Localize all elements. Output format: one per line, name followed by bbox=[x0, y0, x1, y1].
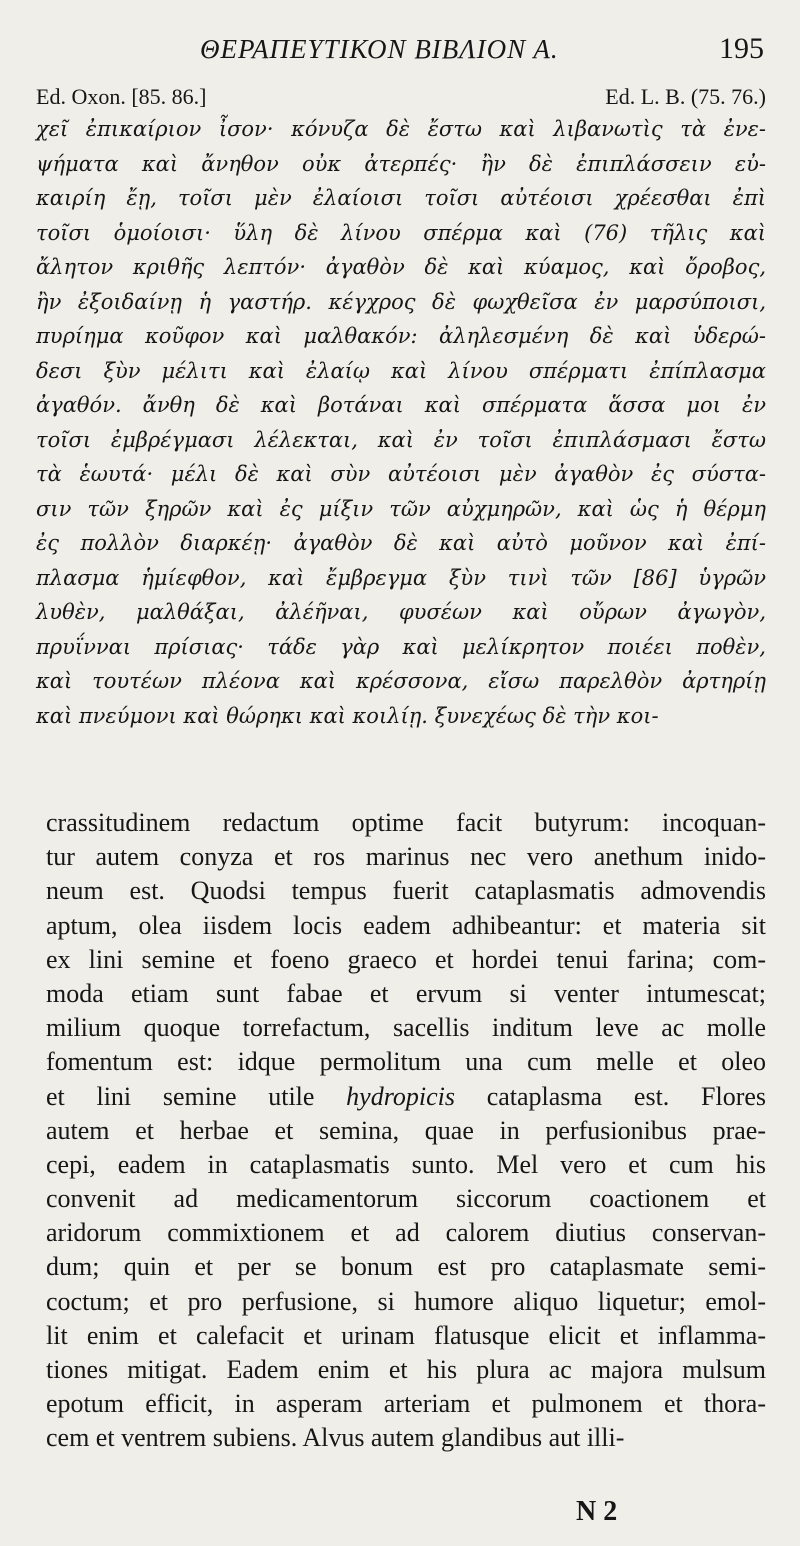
latin-text-line: crassitudinem redactum optime facit butyrum: incoquan- bbox=[46, 808, 766, 837]
latin-text-line: lit enim et calefacit et urinam flatusque elicit et inflamma- bbox=[46, 1320, 766, 1350]
greek-text-line: καὶ τουτέων πλέονα καὶ κρέσσονα, εἴσω παρελθὸν ἀρτηρίῃ bbox=[36, 669, 766, 693]
italic-term: hydropicis bbox=[346, 1081, 455, 1111]
latin-text-line: et lini semine utile hydropicis cataplasma est. Flores bbox=[46, 1081, 767, 1111]
running-title: ΘΕΡΑΠΕΥΤΙΚΟΝ ΒΙΒΛΙΟΝ Α. bbox=[200, 34, 559, 64]
latin-translation-block bbox=[46, 806, 766, 1456]
latin-text-line: convenit ad medicamentorum siccorum coactionem et bbox=[46, 1184, 766, 1214]
edition-lb-reference: Ed. L. B. (75. 76.) bbox=[605, 84, 766, 109]
latin-text-line: fomentum est: idque permolitum una cum melle et oleo bbox=[46, 1047, 766, 1077]
latin-text-line: cepi, eadem in cataplasmatis sunto. Mel vero et cum his bbox=[46, 1149, 766, 1179]
greek-text-line: πυρίημα κοῦφον καὶ μαλθακόν: ἀληλεσμένη δὲ καὶ ὑδερώ- bbox=[36, 324, 766, 348]
latin-text-line: dum; quin et per se bonum est pro cataplasmate semi- bbox=[46, 1252, 766, 1282]
edition-oxon-reference: Ed. Oxon. [85. 86.] bbox=[36, 84, 207, 109]
greek-text-line: τὰ ἑωυτά· μέλι δὲ καὶ σὺν αὐτέοισι μὲν ἀγαθὸν ἐς σύστα- bbox=[36, 462, 766, 486]
greek-text-line: τοῖσι ἐμβρέγμασι λέλεκται, καὶ ἐν τοῖσι ἐπιπλάσμασι ἔστω bbox=[36, 427, 766, 452]
latin-text-line: moda etiam sunt fabae et ervum si venter intumescat; bbox=[46, 978, 766, 1008]
latin-text-line: epotum efficit, in asperam arteriam et pulmonem et thora- bbox=[46, 1389, 766, 1419]
edition-references bbox=[36, 84, 766, 114]
greek-text-line: λυθὲν, μαλθάξαι, ἀλέῆναι, φυσέων καὶ οὔρων ἀγωγὸν, bbox=[36, 600, 766, 624]
greek-text-line: ἀγαθόν. ἄνθη δὲ καὶ βοτάναι καὶ σπέρματα ἅσσα μοι ἐν bbox=[36, 393, 766, 417]
latin-text-line: tiones mitigat. Eadem enim et his plura ac majora mulsum bbox=[46, 1355, 766, 1384]
greek-text-line: ἐς πολλὸν διαρκέῃ· ἀγαθὸν δὲ καὶ αὐτὸ μοῦνον καὶ ἐπί- bbox=[36, 531, 766, 555]
greek-text-line: πρυΐνναι πρίσιας· τάδε γὰρ καὶ μελίκρητον ποιέει ποθὲν, bbox=[36, 634, 766, 659]
latin-text-line: aptum, olea iisdem locis eadem adhibeantur: et materia sit bbox=[46, 910, 766, 940]
latin-text-line: coctum; et pro perfusione, si humore aliquo liquetur; emol- bbox=[46, 1286, 766, 1316]
page-header bbox=[0, 30, 800, 74]
greek-text-line: σιν τῶν ξηρῶν καὶ ἐς μίξιν τῶν αὐχμηρῶν, καὶ ὡς ἡ θέρμη bbox=[36, 496, 766, 521]
latin-text-line: neum est. Quodsi tempus fuerit cataplasmatis admovendis bbox=[46, 876, 766, 906]
signature-mark: N 2 bbox=[576, 1496, 618, 1527]
greek-text-line: ἢν ἐξοιδαίνῃ ἡ γαστήρ. κέγχρος δὲ φωχθεῖσα ἐν μαρσύποισι, bbox=[36, 289, 766, 314]
latin-text-line: milium quoque torrefactum, sacellis inditum leve ac molle bbox=[46, 1013, 766, 1043]
greek-text-line: πλασμα ἡμίεφθον, καὶ ἔμβρεγμα ξὺν τινὶ τῶν [86] ὑγρῶν bbox=[36, 565, 766, 590]
page-number: 195 bbox=[719, 32, 764, 65]
greek-text-block bbox=[36, 112, 766, 733]
latin-text-line: aridorum commixtionem et ad calorem diutius conservan- bbox=[46, 1218, 766, 1248]
greek-text-line: καὶ πνεύμονι καὶ θώρηκι καὶ κοιλίῃ. ξυνεχέως δὲ τὴν κοι- bbox=[36, 703, 659, 728]
greek-text-line: καιρίη ἔῃ, τοῖσι μὲν ἐλαίοισι τοῖσι αὐτέοισι χρέεσθαι ἐπὶ bbox=[36, 186, 766, 210]
latin-text-line: tur autem conyza et ros marinus nec vero anethum inido- bbox=[46, 842, 766, 872]
latin-text-line: autem et herbae et semina, quae in perfusionibus prae- bbox=[46, 1115, 766, 1145]
latin-text-line: ex lini semine et foeno graeco et hordei tenui farina; com- bbox=[46, 944, 766, 974]
greek-text-line: ἄλητον κριθῆς λεπτόν· ἀγαθὸν δὲ καὶ κύαμος, καὶ ὄροβος, bbox=[36, 255, 766, 279]
greek-text-line: χεῖ ἐπικαίριον ἶσον· κόνυζα δὲ ἔστω καὶ λιβανωτὶς τὰ ἐνε- bbox=[36, 117, 766, 141]
greek-text-line: δεσι ξὺν μέλιτι καὶ ἐλαίῳ καὶ λίνου σπέρματι ἐπίπλασμα bbox=[36, 358, 766, 383]
latin-text-line: cem et ventrem subiens. Alvus autem glandibus aut illi- bbox=[46, 1423, 625, 1453]
greek-text-line: ψήματα καὶ ἄνηθον οὐκ ἀτερπές· ἢν δὲ ἐπιπλάσσειν εὐ- bbox=[36, 151, 766, 176]
greek-text-line: τοῖσι ὁμοίοισι· ὕλη δὲ λίνου σπέρμα καὶ (76) τῆλις καὶ bbox=[36, 220, 766, 245]
